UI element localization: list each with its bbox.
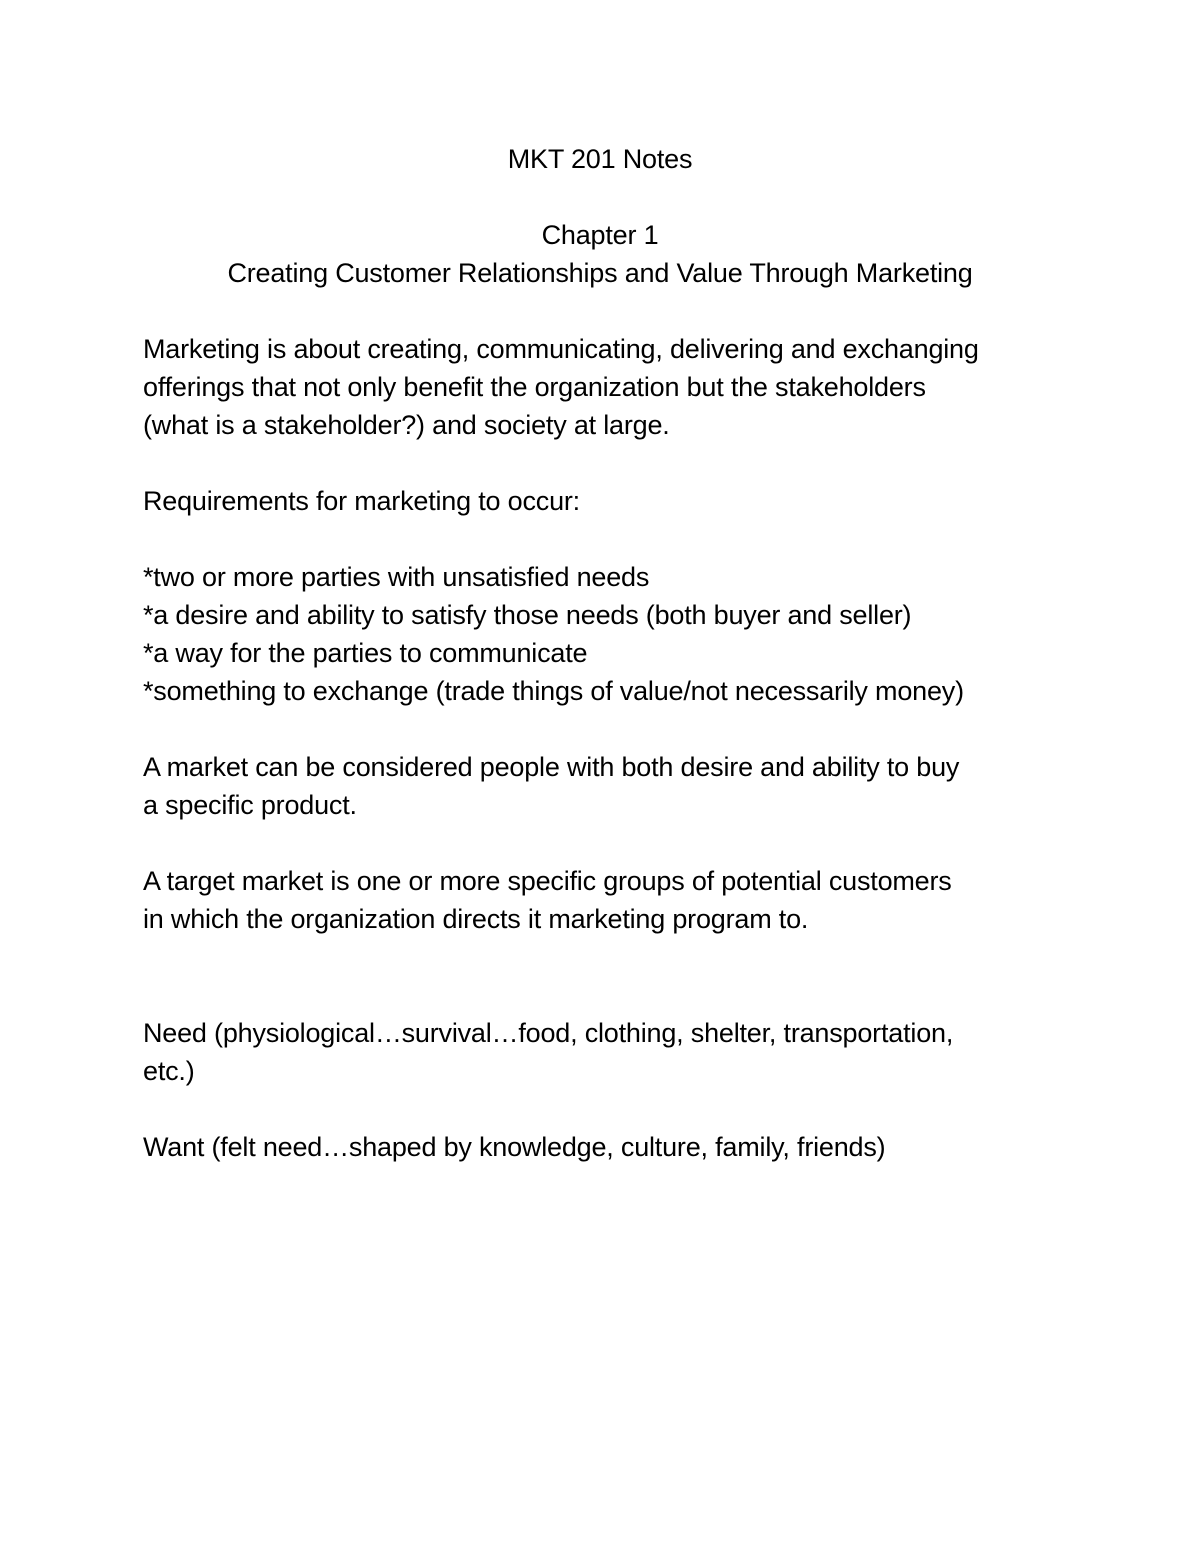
spacer	[143, 520, 1063, 558]
list-item: *two or more parties with unsatisfied needs	[143, 562, 650, 592]
document-body	[143, 140, 1063, 1166]
list-item: *something to exchange (trade things of value/not necessarily money)	[143, 676, 964, 706]
list-item: *a desire and ability to satisfy those needs (both buyer and seller)	[143, 600, 912, 630]
intro-paragraph	[143, 330, 1063, 444]
text-line: A target market is one or more specific groups of potential customers	[143, 866, 952, 896]
market-paragraph	[143, 748, 1063, 824]
chapter-title: Creating Customer Relationships and Value Through Marketing	[227, 258, 973, 288]
requirements-heading: Requirements for marketing to occur:	[143, 486, 580, 516]
requirements-list	[143, 558, 1063, 710]
text-line: offerings that not only benefit the organization but the stakeholders	[143, 372, 926, 402]
text-line: (what is a stakeholder?) and society at large.	[143, 410, 670, 440]
text-line: A market can be considered people with both desire and ability to buy	[143, 752, 960, 782]
text-line: Need (physiological…survival…food, clothing, shelter, transportation,	[143, 1018, 954, 1048]
want-paragraph: Want (felt need…shaped by knowledge, culture, family, friends)	[143, 1132, 886, 1162]
document-title: MKT 201 Notes	[507, 144, 693, 174]
spacer	[143, 178, 1063, 216]
text-line: Marketing is about creating, communicating, delivering and exchanging	[143, 334, 979, 364]
spacer	[143, 824, 1063, 862]
target-market-paragraph	[143, 862, 1063, 938]
text-line: etc.)	[143, 1056, 195, 1086]
spacer	[143, 444, 1063, 482]
chapter-number: Chapter 1	[541, 220, 659, 250]
list-item: *a way for the parties to communicate	[143, 638, 588, 668]
spacer	[143, 938, 1063, 1014]
spacer	[143, 292, 1063, 330]
need-paragraph	[143, 1014, 1063, 1090]
spacer	[143, 710, 1063, 748]
text-line: in which the organization directs it marketing program to.	[143, 904, 809, 934]
text-line: a specific product.	[143, 790, 357, 820]
spacer	[143, 1090, 1063, 1128]
